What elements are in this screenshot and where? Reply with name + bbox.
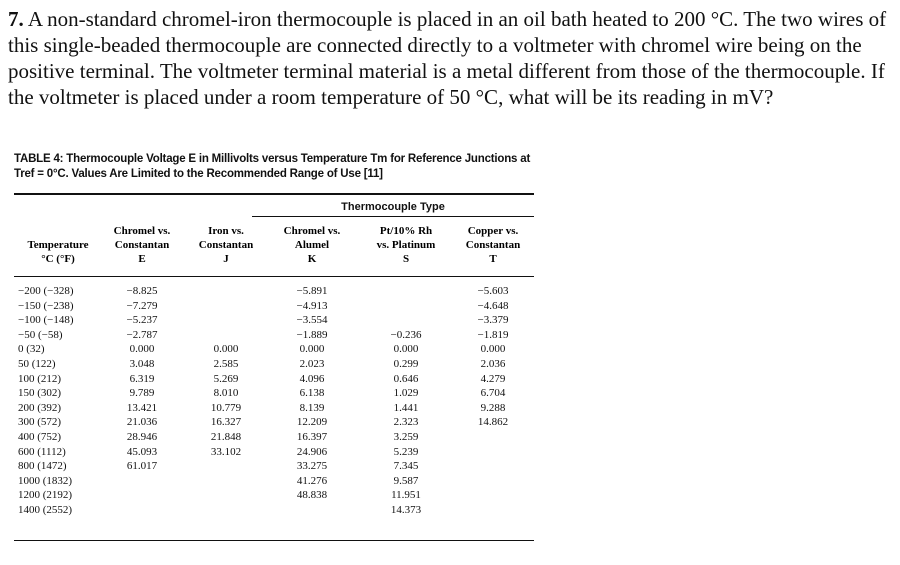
question-body: A non-standard chromel-iron thermocouple is placed in an oil bath heated to 200 °C. The two wires of this single-beaded thermocouple are connected directly to a voltmeter with chromel wire being on the positive terminal. The voltmeter terminal material is a metal different from those of the thermocouple. If the voltmeter is placed under a room temperature of 50 °C, what will be its reading in mV?	[8, 7, 887, 109]
cell-type-s	[360, 299, 452, 314]
cell-temperature: −200 (−328)	[18, 285, 74, 297]
column-type-s	[360, 284, 452, 518]
cell-type-k: 24.906	[296, 445, 328, 458]
cell-type-t: 9.288	[480, 401, 506, 414]
cell-type-j	[188, 503, 264, 518]
header-type-j-l1: Iron vs.	[208, 225, 244, 237]
cell-temperature: 1000 (1832)	[18, 474, 73, 487]
header-type-t-l1: Copper vs.	[467, 225, 519, 237]
header-type-e-l2: Constantan	[114, 239, 170, 251]
cell-type-s: 0.646	[393, 372, 419, 385]
cell-type-j	[188, 459, 264, 474]
header-type-e-l3: E	[138, 253, 146, 265]
cell-type-s: 7.345	[393, 460, 419, 473]
question-text	[8, 6, 892, 110]
cell-type-j	[188, 488, 264, 503]
column-type-e	[104, 284, 180, 518]
column-temperature	[18, 284, 98, 518]
column-type-t	[452, 284, 534, 518]
table-caption	[14, 152, 554, 182]
cell-type-j: 8.010	[213, 387, 239, 400]
cell-type-e	[104, 503, 180, 518]
cell-type-t	[452, 488, 534, 503]
cell-type-j	[188, 284, 264, 299]
cell-type-e	[104, 474, 180, 489]
type-header-rule	[252, 216, 534, 217]
header-type-t-l2: Constantan	[465, 239, 521, 251]
header-type-k-l2: Alumel	[294, 239, 330, 251]
cell-temperature: 600 (1112)	[18, 445, 66, 458]
cell-type-k: 2.023	[299, 357, 325, 370]
table-top-rule	[14, 193, 534, 195]
cell-type-t: −4.648	[477, 299, 509, 312]
cell-type-j: 33.102	[210, 445, 242, 458]
cell-type-k: 12.209	[296, 416, 328, 429]
cell-type-k: 0.000	[299, 343, 325, 356]
cell-type-k: 48.838	[296, 489, 328, 502]
cell-type-s: 1.441	[393, 401, 419, 414]
cell-type-j: 10.779	[210, 401, 242, 414]
cell-temperature: 50 (122)	[18, 357, 56, 370]
cell-type-e: −7.279	[126, 299, 158, 312]
cell-type-j: 5.269	[213, 372, 239, 385]
caption-line1: Thermocouple Voltage E in Millivolts versus Temperature Tm for Reference Junctions at	[66, 153, 531, 165]
cell-type-t	[452, 503, 534, 518]
cell-type-t	[452, 474, 534, 489]
cell-type-k: −3.554	[296, 314, 328, 327]
thermocouple-type-header: Thermocouple Type	[341, 201, 445, 213]
column-type-k	[266, 284, 358, 518]
cell-type-k: 4.096	[299, 372, 325, 385]
question-number: 7.	[8, 7, 24, 31]
cell-temperature: 200 (392)	[18, 401, 62, 414]
cell-type-s: −0.236	[390, 328, 422, 341]
header-temperature-l2: Temperature	[27, 239, 89, 251]
cell-temperature: 1200 (2192)	[18, 489, 73, 502]
cell-type-j: 2.585	[213, 357, 239, 370]
cell-type-j	[188, 313, 264, 328]
cell-type-s: 3.259	[393, 430, 419, 443]
cell-type-e: 9.789	[129, 387, 155, 400]
cell-type-k: 6.138	[299, 387, 325, 400]
cell-type-e: 61.017	[126, 460, 158, 473]
cell-temperature: 0 (32)	[18, 343, 45, 356]
cell-type-j	[188, 299, 264, 314]
cell-type-s: 9.587	[393, 474, 419, 487]
cell-type-s: 1.029	[393, 387, 419, 400]
cell-type-t: −3.379	[477, 314, 509, 327]
cell-type-s: 0.000	[393, 343, 419, 356]
cell-type-t: −1.819	[477, 328, 509, 341]
cell-type-j: 0.000	[213, 343, 239, 356]
cell-type-k: 33.275	[296, 460, 328, 473]
cell-type-k: 41.276	[296, 474, 328, 487]
cell-type-e: 28.946	[126, 430, 158, 443]
cell-temperature: −100 (−148)	[18, 314, 74, 327]
header-type-s-l3: S	[402, 253, 410, 265]
cell-type-e: 0.000	[129, 343, 155, 356]
cell-type-e	[104, 488, 180, 503]
cell-temperature: 300 (572)	[18, 416, 62, 429]
cell-type-j	[188, 474, 264, 489]
cell-type-k: 16.397	[296, 430, 328, 443]
cell-type-e: −2.787	[126, 328, 158, 341]
cell-type-s: 14.373	[390, 503, 422, 516]
cell-type-k: 8.139	[299, 401, 325, 414]
cell-type-t: 4.279	[480, 372, 506, 385]
cell-temperature: 800 (1472)	[18, 460, 67, 473]
cell-type-e: 21.036	[126, 416, 158, 429]
header-temperature-l3: °C (°F)	[41, 253, 75, 265]
cell-type-s: 0.299	[393, 357, 419, 370]
header-type-j-l3: J	[223, 253, 229, 265]
cell-type-j	[188, 328, 264, 343]
caption-line2: Tref = 0°C. Values Are Limited to the Recommended Range of Use [11]	[14, 168, 383, 180]
cell-temperature: 100 (212)	[18, 372, 62, 385]
cell-type-s	[360, 284, 452, 299]
cell-type-k: −5.891	[296, 285, 328, 297]
cell-type-t	[452, 430, 534, 445]
cell-type-e: 45.093	[126, 445, 158, 458]
cell-type-e: 6.319	[129, 372, 155, 385]
cell-type-k: −1.889	[296, 328, 328, 341]
cell-temperature: 400 (752)	[18, 430, 62, 443]
cell-type-s: 2.323	[393, 416, 419, 429]
cell-type-k	[266, 503, 358, 518]
header-type-k-l1: Chromel vs.	[283, 225, 341, 237]
cell-type-e: −8.825	[126, 285, 158, 297]
cell-type-s	[360, 313, 452, 328]
cell-type-t: 14.862	[477, 416, 509, 429]
header-type-k-l3: K	[307, 253, 317, 265]
cell-type-t	[452, 459, 534, 474]
cell-type-t: −5.603	[477, 285, 509, 297]
cell-temperature: 1400 (2552)	[18, 503, 73, 516]
column-type-j	[188, 284, 264, 518]
cell-type-e: 3.048	[129, 357, 155, 370]
cell-type-j: 16.327	[210, 416, 242, 429]
header-bottom-rule	[14, 276, 534, 277]
cell-temperature: −50 (−58)	[18, 328, 63, 341]
cell-type-t: 2.036	[480, 357, 506, 370]
cell-type-e: −5.237	[126, 314, 158, 327]
cell-type-t: 0.000	[480, 343, 506, 356]
header-type-t-l3: T	[489, 253, 497, 265]
cell-type-t: 6.704	[480, 387, 506, 400]
table-bottom-rule	[14, 540, 534, 541]
header-type-s-l1: Pt/10% Rh	[379, 225, 433, 237]
cell-temperature: −150 (−238)	[18, 299, 74, 312]
cell-type-s: 5.239	[393, 445, 419, 458]
cell-type-k: −4.913	[296, 299, 328, 312]
cell-type-s: 11.951	[391, 489, 421, 502]
cell-type-e: 13.421	[126, 401, 158, 414]
cell-type-j: 21.848	[210, 430, 242, 443]
cell-temperature: 150 (302)	[18, 387, 62, 400]
header-type-e-l1: Chromel vs.	[113, 225, 171, 237]
caption-prefix: TABLE 4:	[14, 153, 64, 165]
header-type-j-l2: Constantan	[198, 239, 254, 251]
cell-type-t	[452, 445, 534, 460]
header-type-s-l2: vs. Platinum	[376, 239, 436, 251]
